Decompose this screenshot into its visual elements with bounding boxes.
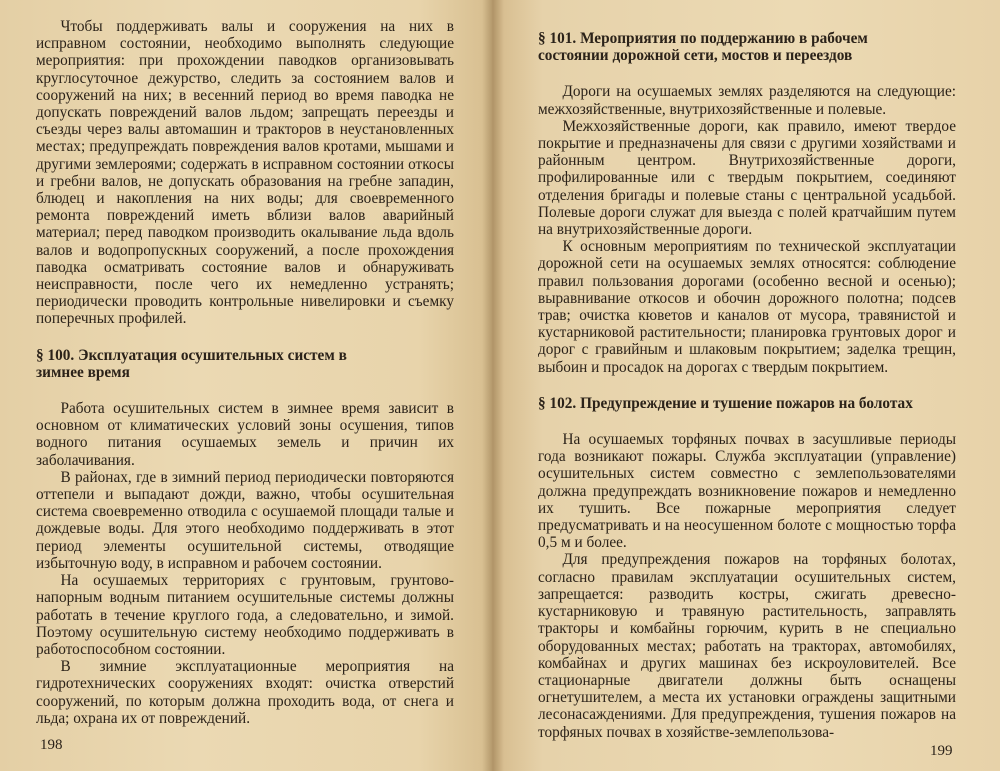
book-gutter [482, 0, 504, 771]
right-paragraph-3: К основным мероприятиям по технической эксплуатации дорожной сети на осушаемых землях относятся: соблюдение правил пользования дорогами (особенно весной и осенью); выравнивание откосов и обочин дорожного полотна; подсев трав; очистка кюветов и каналов от мусора, травянистой и кустарниковой растительности; планировка грунтовых дорог и дорог с гравийным и шлаковым покрытием; заделка трещин, выбоин и просадок на дорогах с твердым покрытием. [538, 238, 956, 376]
left-paragraph-4: На осушаемых территориях с грунтовым, грунтово-напорным водным питанием осушительные системы должны работать в течение круглого года, а следовательно, и зимой. Поэтому осушительную систему необходимо поддерживать в работоспособном состоянии. [36, 572, 454, 658]
right-page [492, 0, 1000, 771]
section-101-heading: § 101. Мероприятия по поддержанию в рабочем состоянии дорожной сети, мостов и переездов [538, 30, 868, 65]
left-paragraph-1: Чтобы поддерживать валы и сооружения на них в исправном состоянии, необходимо выполнять следующие мероприятия: при прохождении паводков организовывать круглосуточное дежурство, следить за состоянием валов и сооружений на них; в весенний период во время паводка не допускать повреждений валов льдом; запрещать переезды и съезды через валы автомашин и тракторов в неустановленных местах; предупреждать повреждения валов кротами, мышами и другими землероями; содержать в исправном состоянии откосы и гребни валов, не допускать образования на гребне западин, блюдец и накопления на них воды; для своевременного ремонта повреждений иметь вблизи валов аварийный материал; перед паводком производить окалывание льда вдоль валов и водопропускных сооружений, а после прохождения паводка осматривать состояние валов и обнаруживать неисправности, после чего их немедленно устранять; периодически проводить контрольные нивелировки и съемку поперечных профилей. [36, 18, 454, 328]
left-text-column [36, 18, 454, 727]
left-paragraph-2: Работа осушительных систем в зимнее время зависит в основном от климатических условий зоны осушения, типов водного питания осушаемых земель и причин их заболачивания. [36, 400, 454, 469]
page-number-right: 199 [930, 743, 953, 759]
left-page [0, 0, 492, 771]
page-number-left: 198 [40, 737, 63, 753]
section-100-heading: § 100. Эксплуатация осушительных систем в зимнее время [36, 346, 347, 381]
left-paragraph-5: В зимние эксплуатационные мероприятия на гидротехнических сооружениях входят: очистка отверстий сооружений, по которым должна проходить вода, от снега и льда; охрана их от повреждений. [36, 658, 454, 727]
section-102-heading: § 102. Предупреждение и тушение пожаров на болотах [538, 394, 913, 412]
left-paragraph-3: В районах, где в зимний период периодически повторяются оттепели и выпадают дожди, важно, чтобы осушительная система своевременно отводила с осушаемой площади талые и дождевые воды. Для этого необходимо поддерживать в этот период элементы осушительной системы, отводящие избыточную воду, в исправном и рабочем состоянии. [36, 468, 454, 572]
right-paragraph-4: На осушаемых торфяных почвах в засушливые периоды года возникают пожары. Служба эксплуатации (управление) осушительных систем совместно с землепользователями должна предупреждать возникновение пожаров и немедленно их тушить. Все пожарные мероприятия следует предусматривать и на неосушенном болоте с мощностью торфа 0,5 м и более. [538, 431, 956, 552]
right-paragraph-2: Межхозяйственные дороги, как правило, имеют твердое покрытие и предназначены для связи с другими хозяйствами и районным центром. Внутрихозяйственные дороги, профилированные или с твердым покрытием, соединяют отделения бригады и полевые станы с центральной усадьбой. Полевые дороги служат для выезда с полей кратчайшим путем на внутрихозяйственные дороги. [538, 117, 956, 239]
right-text-column [538, 30, 956, 741]
right-paragraph-1: Дороги на осушаемых землях разделяются на следующие: межхозяйственные, внутрихозяйственные и полевые. [538, 83, 956, 118]
right-paragraph-5: Для предупреждения пожаров на торфяных болотах, согласно правилам эксплуатации осушительных систем, запрещается: разводить костры, сжигать древесно-кустарниковую и травяную растительность, заправлять тракторы и комбайны горючим, курить в не специально оборудованных местах; работать на тракторах, автомобилях, комбайнах и других машинах без искроуловителей. Все стационарные двигатели должны быть оснащены огнетушителем, а места их установки ограждены защитными лесонасаждениями. Для предупреждения, тушения пожаров на торфяных почвах в хозяйстве-землепользова- [538, 551, 956, 741]
